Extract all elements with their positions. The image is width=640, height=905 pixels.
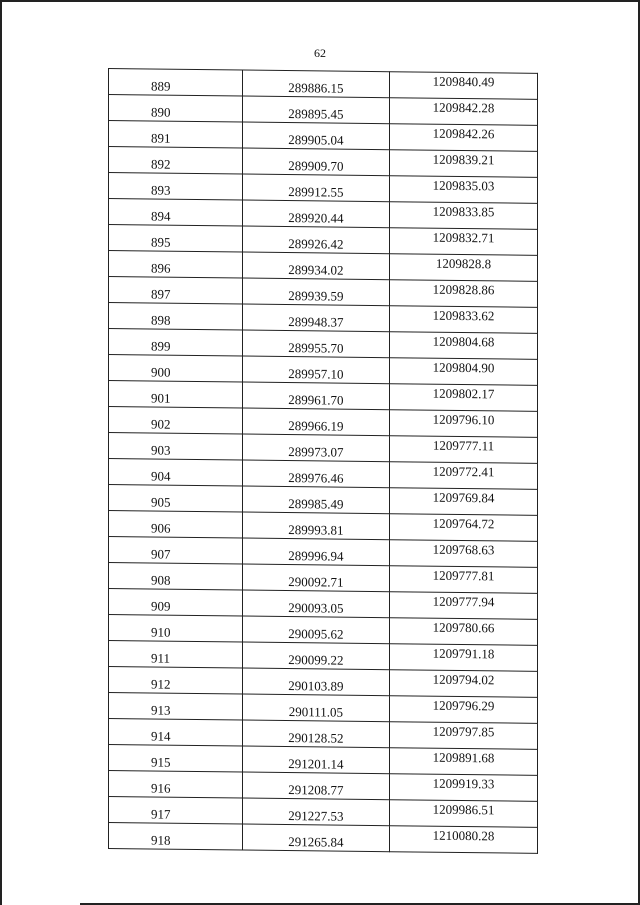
northing-cell: 1209840.49 bbox=[390, 72, 538, 100]
point-number-cell: 894 bbox=[109, 199, 243, 227]
point-number-cell: 907 bbox=[109, 537, 243, 565]
easting-cell: 289985.49 bbox=[242, 486, 389, 514]
point-number-cell: 904 bbox=[109, 459, 243, 487]
easting-cell: 289886.15 bbox=[242, 70, 389, 98]
northing-cell: 1209842.28 bbox=[390, 98, 538, 126]
northing-cell: 1209777.81 bbox=[390, 566, 538, 594]
point-number-cell: 901 bbox=[109, 381, 243, 409]
northing-cell: 1209794.02 bbox=[390, 670, 538, 698]
northing-cell: 1209839.21 bbox=[390, 150, 538, 178]
coordinate-table-wrapper bbox=[108, 68, 538, 854]
easting-cell: 290128.52 bbox=[242, 720, 389, 748]
northing-cell: 1209833.85 bbox=[390, 202, 538, 230]
page-number: 62 bbox=[314, 46, 326, 60]
northing-cell: 1209797.85 bbox=[390, 722, 538, 750]
point-number-cell: 906 bbox=[109, 511, 243, 539]
page-border-left bbox=[0, 0, 2, 905]
point-number-cell: 911 bbox=[109, 641, 243, 669]
point-number-cell: 917 bbox=[109, 797, 243, 825]
northing-cell: 1209764.72 bbox=[390, 514, 538, 542]
easting-cell: 290095.62 bbox=[242, 616, 389, 644]
easting-cell: 289961.70 bbox=[242, 382, 389, 410]
easting-cell: 290111.05 bbox=[242, 694, 389, 722]
point-number-cell: 913 bbox=[109, 693, 243, 721]
easting-cell: 289976.46 bbox=[242, 460, 389, 488]
northing-cell: 1209842.26 bbox=[390, 124, 538, 152]
easting-cell: 290103.89 bbox=[242, 668, 389, 696]
point-number-cell: 916 bbox=[109, 771, 243, 799]
page-border-top bbox=[0, 0, 640, 2]
point-number-cell: 915 bbox=[109, 745, 243, 773]
easting-cell: 290099.22 bbox=[242, 642, 389, 670]
easting-cell: 291201.14 bbox=[242, 746, 389, 774]
northing-cell: 1209832.71 bbox=[390, 228, 538, 256]
point-number-cell: 895 bbox=[109, 225, 243, 253]
northing-cell: 1209828.8 bbox=[390, 254, 538, 282]
easting-cell: 289966.19 bbox=[242, 408, 389, 436]
northing-cell: 1209891.68 bbox=[390, 748, 538, 776]
northing-cell: 1209919.33 bbox=[390, 774, 538, 802]
easting-cell: 289926.42 bbox=[242, 226, 389, 254]
table-row bbox=[109, 823, 538, 854]
point-number-cell: 910 bbox=[109, 615, 243, 643]
easting-cell: 289948.37 bbox=[242, 304, 389, 332]
northing-cell: 1209986.51 bbox=[390, 800, 538, 828]
point-number-cell: 905 bbox=[109, 485, 243, 513]
point-number-cell: 893 bbox=[109, 173, 243, 201]
northing-cell: 1209828.86 bbox=[390, 280, 538, 308]
northing-cell: 1209772.41 bbox=[390, 462, 538, 490]
northing-cell: 1209768.63 bbox=[390, 540, 538, 568]
northing-cell: 1209804.68 bbox=[390, 332, 538, 360]
northing-cell: 1209769.84 bbox=[390, 488, 538, 516]
easting-cell: 291227.53 bbox=[242, 798, 389, 826]
northing-cell: 1209833.62 bbox=[390, 306, 538, 334]
easting-cell: 290092.71 bbox=[242, 564, 389, 592]
easting-cell: 289895.45 bbox=[242, 96, 389, 124]
northing-cell: 1209780.66 bbox=[390, 618, 538, 646]
point-number-cell: 909 bbox=[109, 589, 243, 617]
coordinate-table-body bbox=[109, 69, 538, 854]
easting-cell: 289993.81 bbox=[242, 512, 389, 540]
easting-cell: 291265.84 bbox=[242, 824, 389, 852]
easting-cell: 289996.94 bbox=[242, 538, 389, 566]
point-number-cell: 918 bbox=[109, 823, 243, 851]
point-number-cell: 896 bbox=[109, 251, 243, 279]
point-number-cell: 897 bbox=[109, 277, 243, 305]
easting-cell: 289957.10 bbox=[242, 356, 389, 384]
point-number-cell: 891 bbox=[109, 121, 243, 149]
point-number-cell: 903 bbox=[109, 433, 243, 461]
point-number-cell: 889 bbox=[109, 69, 243, 97]
northing-cell: 1209796.10 bbox=[390, 410, 538, 438]
easting-cell: 290093.05 bbox=[242, 590, 389, 618]
northing-cell: 1209777.94 bbox=[390, 592, 538, 620]
northing-cell: 1209802.17 bbox=[390, 384, 538, 412]
easting-cell: 289905.04 bbox=[242, 122, 389, 150]
easting-cell: 289920.44 bbox=[242, 200, 389, 228]
easting-cell: 289909.70 bbox=[242, 148, 389, 176]
easting-cell: 291208.77 bbox=[242, 772, 389, 800]
northing-cell: 1209835.03 bbox=[390, 176, 538, 204]
point-number-cell: 892 bbox=[109, 147, 243, 175]
coordinate-table bbox=[108, 68, 538, 854]
easting-cell: 289973.07 bbox=[242, 434, 389, 462]
point-number-cell: 914 bbox=[109, 719, 243, 747]
point-number-cell: 912 bbox=[109, 667, 243, 695]
northing-cell: 1209804.90 bbox=[390, 358, 538, 386]
easting-cell: 289955.70 bbox=[242, 330, 389, 358]
point-number-cell: 902 bbox=[109, 407, 243, 435]
northing-cell: 1209777.11 bbox=[390, 436, 538, 464]
northing-cell: 1209791.18 bbox=[390, 644, 538, 672]
easting-cell: 289939.59 bbox=[242, 278, 389, 306]
point-number-cell: 908 bbox=[109, 563, 243, 591]
point-number-cell: 890 bbox=[109, 95, 243, 123]
northing-cell: 1210080.28 bbox=[390, 826, 538, 854]
northing-cell: 1209796.29 bbox=[390, 696, 538, 724]
point-number-cell: 899 bbox=[109, 329, 243, 357]
point-number-cell: 900 bbox=[109, 355, 243, 383]
point-number-cell: 898 bbox=[109, 303, 243, 331]
easting-cell: 289934.02 bbox=[242, 252, 389, 280]
easting-cell: 289912.55 bbox=[242, 174, 389, 202]
